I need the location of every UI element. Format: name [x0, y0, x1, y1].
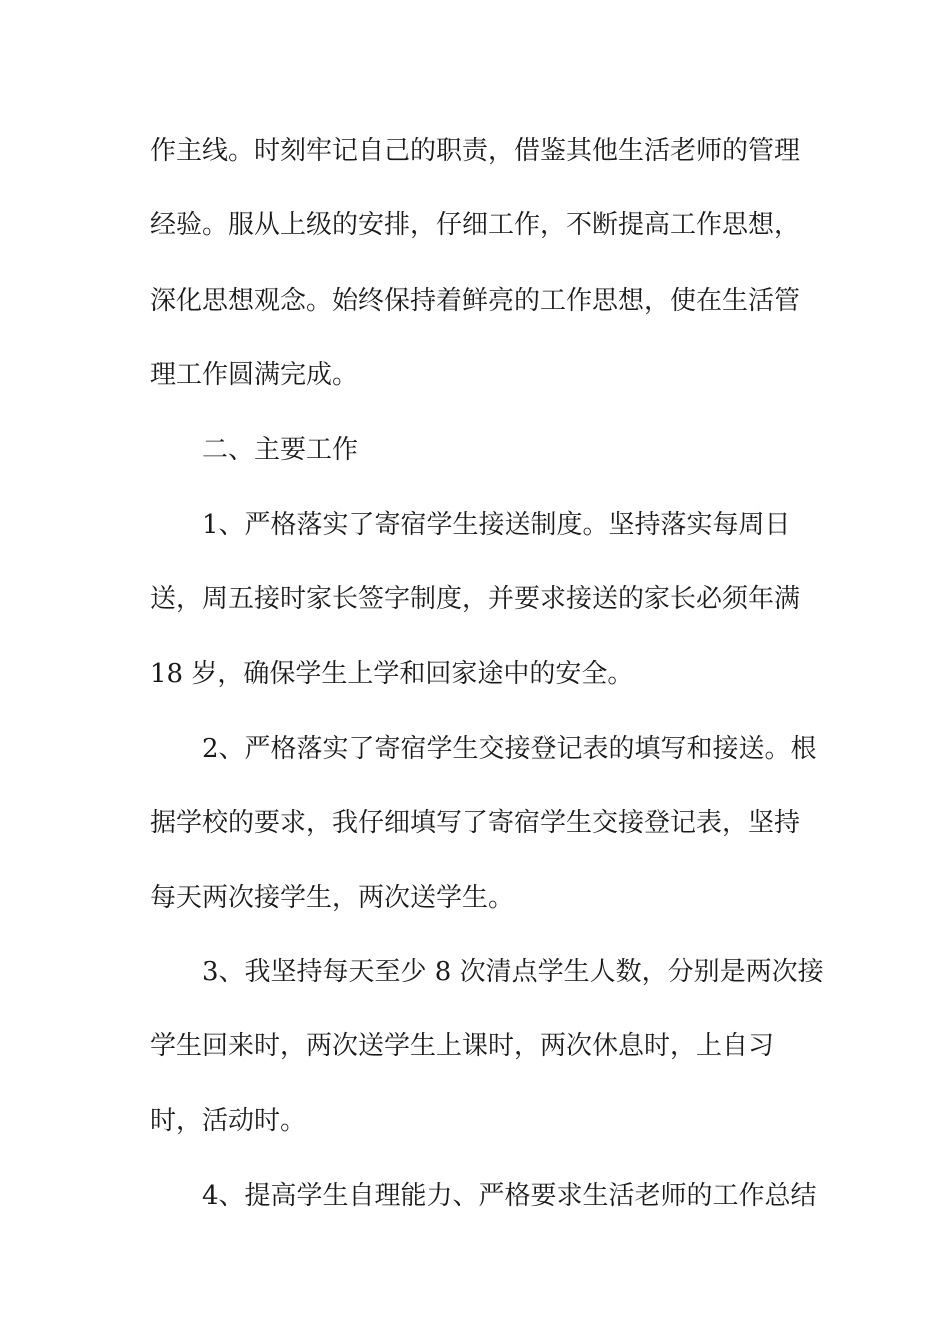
paragraph-line: 3、我坚持每天至少 8 次清点学生人数，分别是两次接 [202, 957, 824, 987]
paragraph-line: 时，活动时。 [150, 1106, 307, 1136]
paragraph-line: 学生回来时，两次送学生上课时，两次休息时，上自习 [150, 1031, 775, 1061]
paragraph-line: 每天两次接学生，两次送学生。 [150, 883, 515, 913]
paragraph-line: 送，周五接时家长签字制度，并要求接送的家长必须年满 [150, 584, 801, 614]
paragraph-line: 据学校的要求，我仔细填写了寄宿学生交接登记表，坚持 [150, 808, 801, 838]
paragraph-line: 1、严格落实了寄宿学生接送制度。坚持落实每周日 [202, 510, 791, 540]
paragraph-line: 2、严格落实了寄宿学生交接登记表的填写和接送。根 [202, 734, 817, 764]
paragraph-line: 深化思想观念。始终保持着鲜亮的工作思想，使在生活管 [150, 286, 801, 316]
paragraph-line: 理工作圆满完成。 [150, 360, 359, 390]
paragraph-line: 经验。服从上级的安排，仔细工作，不断提高工作思想， [150, 210, 801, 240]
paragraph-line: 4、提高学生自理能力、严格要求生活老师的工作总结 [202, 1181, 817, 1211]
section-heading: 二、主要工作 [202, 435, 359, 465]
paragraph-line: 作主线。时刻牢记自己的职责，借鉴其他生活老师的管理 [150, 136, 801, 166]
paragraph-line: 18 岁，确保学生上学和回家途中的安全。 [150, 659, 634, 689]
